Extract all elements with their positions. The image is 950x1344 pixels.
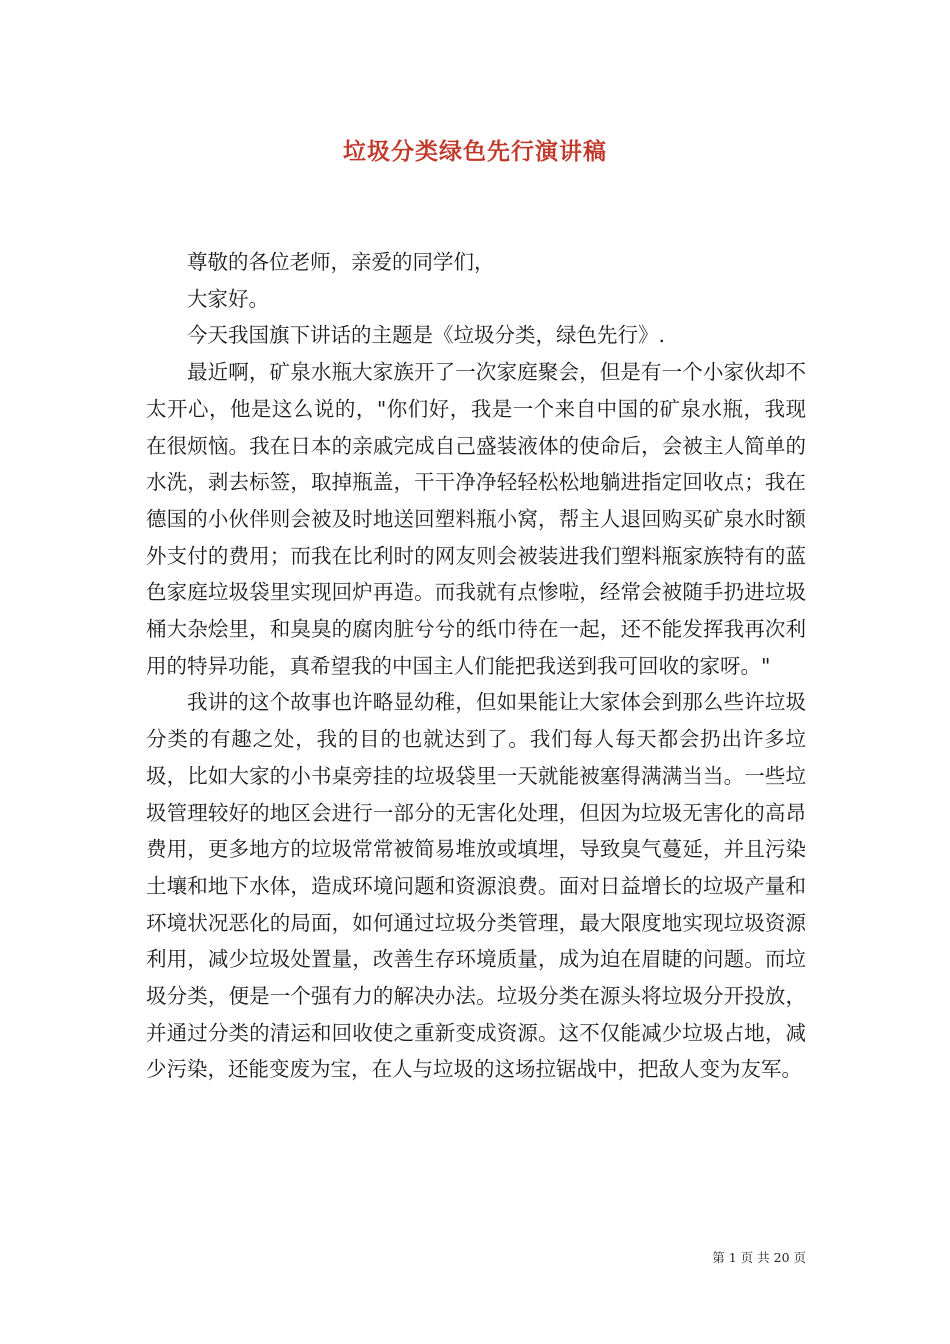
paragraph-hello: 大家好。 (187, 286, 269, 311)
page-number: 第 1 页 共 20 页 (712, 1250, 806, 1265)
document-title: 垃圾分类绿色先行演讲稿 (343, 138, 607, 165)
paragraph-story: 最近啊，矿泉水瓶大家族开了一次家庭聚会，但是有一个小家伙却不太开心，他是这么说的，"你们好，我是一个来自中国的矿泉水瓶，我现在很烦恼。我在日本的亲戚完成自己盛装液体的使命后，会被主人简单的水洗，剥去标签，取掉瓶盖，干干净净轻轻松松地躺进指定回收点；我在德国的小伙伴则会被及时地送回塑料瓶小窝，帮主人退回购买矿泉水时额外支付的费用；而我在比利时的网友则会被装进我们塑料瓶家族特有的蓝色家庭垃圾袋里实现回炉再造。而我就有点惨啦，经常会被随手扔进垃圾桶大杂烩里，和臭臭的腐肉脏兮兮的纸巾待在一起，还不能发挥我再次利用的特异功能，真希望我的中国主人们能把我送到我可回收的家呀。" (146, 360, 806, 678)
paragraph-greeting: 尊敬的各位老师，亲爱的同学们， (187, 250, 495, 274)
paragraph-reflection: 我讲的这个故事也许略显幼稚，但如果能让大家体会到那么些许垃圾分类的有趣之处，我的目的也就达到了。我们每人每天都会扔出许多垃圾，比如大家的小书桌旁挂的垃圾袋里一天就能被塞得满满当当。一些垃圾管理较好的地区会进行一部分的无害化处理，但因为垃圾无害化的高昂费用，更多地方的垃圾常常被简易堆放或填埋，导致臭气蔓延，并且污染土壤和地下水体，造成环境问题和资源浪费。面对日益增长的垃圾产量和环境状况恶化的局面，如何通过垃圾分类管理，最大限度地实现垃圾资源利用，减少垃圾处置量，改善生存环境质量，成为迫在眉睫的问题。而垃圾分类，便是一个强有力的解决办法。垃圾分类在源头将垃圾分开投放，并通过分类的清运和回收使之重新变成资源。这不仅能减少垃圾占地，减少污染，还能变废为宝，在人与垃圾的这场拉锯战中，把敌人变为友军。 (146, 690, 806, 1082)
document-body (146, 244, 806, 1088)
paragraph-topic: 今天我国旗下讲话的主题是《垃圾分类，绿色先行》. (187, 323, 666, 348)
